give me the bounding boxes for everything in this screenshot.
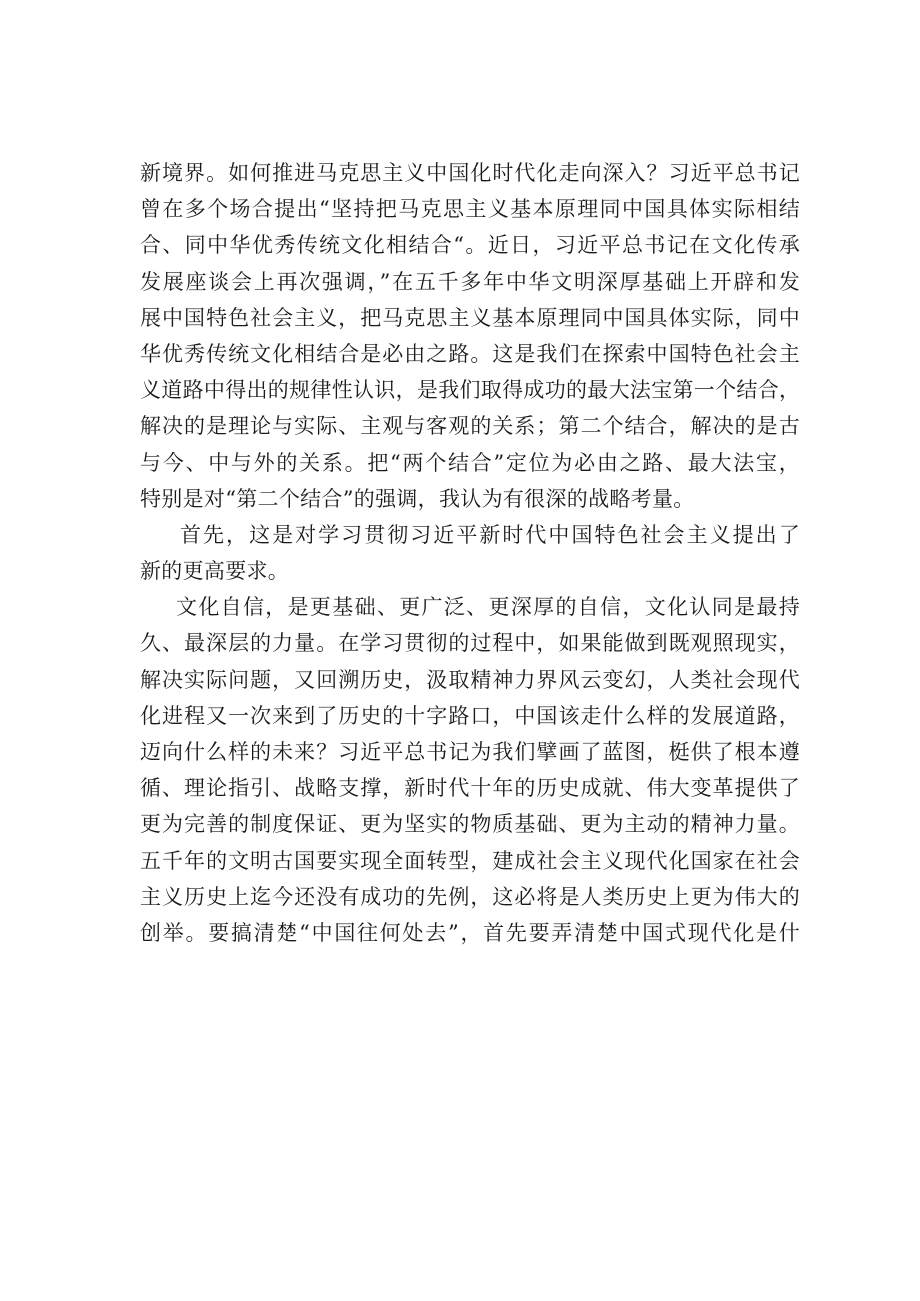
- text-line: 五千年的文明古国要实现全面转型，建成社会主义现代化国家在社会: [140, 848, 800, 873]
- text-line: 义道路中得出的规律性认识，是我们取得成功的最大法宝第一个结合，: [140, 378, 801, 403]
- text-line: 发展座谈会上再次强调，”在五千多年中华文明深厚基础上开辟和发: [140, 269, 800, 294]
- text-line: 曾在多个场合提出“坚持把马克思主义基本原理同中国具体实际相结: [140, 197, 800, 222]
- text-line: 华优秀传统文化相结合是必由之路。这是我们在探索中国特色社会主: [140, 341, 800, 366]
- text-line: 主义历史上迄今还没有成功的先例，这必将是人类历史上更为伟大的: [140, 884, 800, 909]
- text-line: 化进程又一次来到了历史的十字路口，中国该走什么样的发展道路，: [140, 703, 800, 728]
- text-line: 展中国特色社会主义，把马克思主义基本原理同中国具体实际，同中: [140, 305, 800, 330]
- text-line: 合、同中华优秀传统文化相结合“。近日，习近平总书记在文化传承: [140, 233, 800, 258]
- paragraph-1: [140, 155, 800, 517]
- text-line: 迈向什么样的未来？习近平总书记为我们擘画了蓝图，梃供了根本遵: [140, 740, 800, 764]
- text-line: 首先，这是对学习贯彻习近平新时代中国特色社会主义提出了: [180, 522, 800, 547]
- text-line: 解决实际问题，又回溯历史，汲取精神力界风云变幻，人类社会现代: [140, 667, 800, 692]
- paragraph-3: [140, 589, 800, 951]
- text-line: 文化自信，是更基础、更广泛、更深厚的自信，文化认同是最持: [176, 595, 800, 620]
- text-line: 循、理论指引、战略支撑，新时代十年的历史成就、伟大变革提供了: [140, 776, 800, 801]
- text-line: 特别是对“第二个结合”的强调，我认为有很深的战略考量。: [140, 486, 695, 511]
- text-line: 新境界。如何推进马克思主义中国化时代化走向深入？习近平总书记: [140, 161, 800, 185]
- paragraph-2: [140, 517, 800, 589]
- document-body: [140, 155, 800, 951]
- text-line: 新的更高要求。: [140, 559, 290, 584]
- text-line: 与今、中与外的关系。把“两个结合”定位为必由之路、最大法宝，: [140, 450, 800, 475]
- text-line: 久、最深层的力量。在学习贯彻的过程中，如果能做到既观照现实，: [140, 631, 800, 656]
- text-line: 创举。要搞清楚“中国往何处去”，首先要弄清楚中国式现代化是什: [140, 920, 800, 945]
- text-line: 解决的是理论与实际、主观与客观的关系；第二个结合，解决的是古: [140, 414, 800, 439]
- text-line: 更为完善的制度保证、更为坚实的物质基础、更为主动的精神力量。: [140, 812, 800, 837]
